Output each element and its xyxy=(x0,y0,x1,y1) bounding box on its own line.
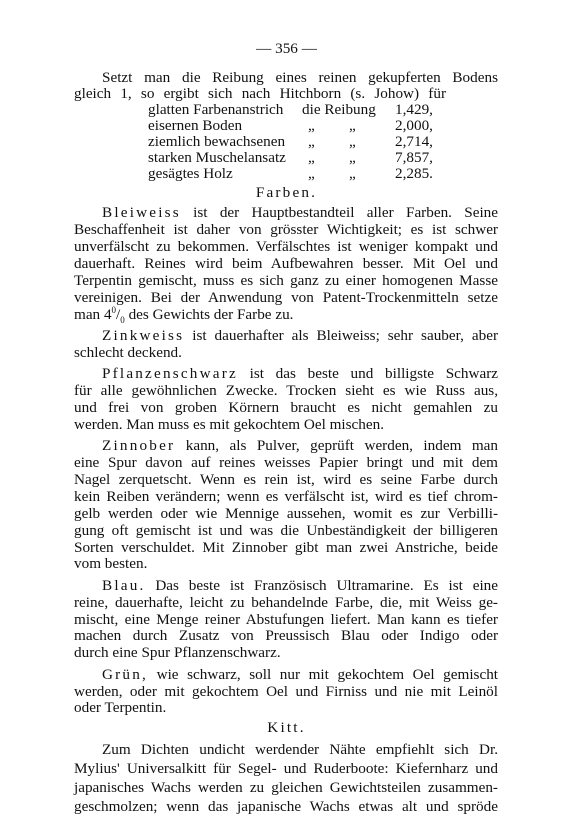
zinkweiss-line-2: schlecht deckend. xyxy=(74,344,182,361)
gruen-line-2: werden, oder mit gekochtem Oel und Firniss und nie mit Leinöl xyxy=(74,682,498,700)
gruen-line-3: oder Terpentin. xyxy=(74,699,167,717)
table-row-label: gesägtes Holz xyxy=(148,165,233,183)
table-row-label: starken Muschelansatz xyxy=(148,149,286,167)
page-number: — 356 — xyxy=(256,40,317,58)
term-blau: Blau. xyxy=(102,576,146,594)
bleiweiss-line-1-text: ist der Hauptbestandteil aller Farben. Seine xyxy=(193,204,499,222)
intro-line-2: gleich 1, so ergibt sich nach Hitchborn (s. Johow) für xyxy=(74,85,446,103)
pflanzenschwarz-line-1-text: ist das beste und billigste Schwarz xyxy=(249,365,498,383)
zinnober-line-3: Nagel zerquetscht. Wenn es rein ist, wird es seine Farbe durch xyxy=(74,471,498,489)
term-bleiweiss: Bleiweiss xyxy=(102,204,181,222)
pflanzenschwarz-line-4: werden. Man muss es mit gekochtem Oel mischen. xyxy=(74,415,385,433)
bleiweiss-line-4: dauerhaft. Reines wird beim Aufbewahren besser. Mit Oel und xyxy=(74,255,498,273)
ditto-mark: „ xyxy=(308,117,315,135)
zinnober-line-6: gung oft gemischt ist und was die Unbeständigkeit der billigeren xyxy=(74,521,498,539)
bleiweiss-line-7 xyxy=(74,305,498,324)
zinnober-line-1-text: kann, als Pulver, geprüft werden, indem man xyxy=(185,437,498,455)
blau-line-2: reine, dauerhafte, leicht zu behandelnde Farbe, die, mit Weiss ge- xyxy=(74,593,498,611)
blau-line-1-text: Das beste ist Französisch Ultramarine. Es ist eine xyxy=(155,576,499,594)
bleiweiss-line-6: vereinigen. Bei der Anwendung von Patent-Trockenmitteln setze xyxy=(74,288,498,306)
ditto-mark: „ xyxy=(349,165,356,183)
zinnober-line-2: eine Spur davon auf reines weisses Papier bringt und mit dem xyxy=(74,454,498,472)
term-pflanzenschwarz: Pflanzenschwarz xyxy=(102,365,238,383)
bleiweiss-line-5: Terpentin gemischt, muss es sich ganz zu einer homogenen Masse xyxy=(74,272,498,290)
bleiweiss-line-2: Beschaffenheit ist daher von grösster Wichtigkeit; es ist schwer xyxy=(74,221,498,239)
bleiweiss-line-7-c: des Gewichts der Farbe zu. xyxy=(124,305,294,323)
kitt-line-4: geschmolzen; wenn das japanische Wachs etwas alt und spröde xyxy=(74,798,498,815)
table-row-label: eisernen Boden xyxy=(148,117,243,135)
percent-sup: 0 xyxy=(111,304,117,315)
kitt-line-1: Zum Dichten undicht werdender Nähte empfiehlt sich Dr. xyxy=(102,741,498,758)
bleiweiss-line-7-a: man 4 xyxy=(74,305,112,323)
pflanzenschwarz-line-2: für alle gewöhnlichen Zwecke. Trocken sieht es wie Russ aus, xyxy=(74,382,498,400)
table-row-value: 2,714, xyxy=(395,133,433,151)
ditto-mark: „ xyxy=(349,133,356,151)
ditto-mark: „ xyxy=(349,149,356,167)
zinnober-line-7: Sorten verschuldet. Mit Zinnober gibt man zwei Anstriche, beide xyxy=(74,538,498,556)
term-zinnober: Zinnober xyxy=(102,437,176,455)
section-heading-kitt: Kitt. xyxy=(267,719,306,736)
term-zinkweiss: Zinkweiss xyxy=(102,327,185,345)
kitt-line-3: japanisches Wachs werden zu gleichen Gewichtsteilen zusammen- xyxy=(74,779,498,796)
ditto-mark: „ xyxy=(349,117,356,135)
term-gruen: Grün, xyxy=(102,665,149,683)
kitt-line-2: Mylius' Universalkitt für Segel- und Ruderboote: Kiefernharz und xyxy=(74,760,498,777)
ditto-mark: „ xyxy=(308,133,315,151)
blau-line-3: mischt, eine Menge reiner Abstufungen liefert. Man kann es tiefer xyxy=(74,610,498,628)
ditto-mark: „ xyxy=(308,165,315,183)
pflanzenschwarz-line-3: und frei von groben Körnern braucht es nicht gemahlen zu xyxy=(74,399,498,417)
bleiweiss-line-3: unverfälscht zu bekommen. Verfälschtes ist weniger kompakt und xyxy=(74,238,498,256)
table-header-value: 1,429, xyxy=(395,101,433,119)
zinnober-line-5: gelb werden oder wie Mennige aussehen, womit es zur Verbilli- xyxy=(74,504,498,522)
table-row-value: 2,000, xyxy=(395,117,433,135)
table-row-value: 7,857, xyxy=(395,149,433,167)
blau-line-5: durch eine Spur Pflanzenschwarz. xyxy=(74,644,281,662)
table-header-col: die Reibung xyxy=(302,101,376,119)
section-heading-farben: Farben. xyxy=(255,184,318,202)
zinnober-line-4: kein Reiben verändern; wenn es verfälscht ist, wird es tief chrom- xyxy=(74,487,498,505)
zinnober-line-8: vom besten. xyxy=(74,555,148,573)
percent-sub: 0 xyxy=(120,314,125,325)
intro-line-1: Setzt man die Reibung eines reinen gekupferten Bodens xyxy=(102,69,498,87)
percent-slash: / xyxy=(116,305,121,323)
blau-line-4: machen durch Zusatz von Preussisch Blau oder Indigo oder xyxy=(74,627,498,645)
table-row-value: 2,285. xyxy=(395,165,433,183)
table-header-label: glatten Farbenanstrich xyxy=(148,101,284,119)
table-row-label: ziemlich bewachsenen xyxy=(148,133,286,151)
ditto-mark: „ xyxy=(308,149,315,167)
gruen-line-1-text: wie schwarz, soll nur mit gekochtem Oel gemischt xyxy=(156,665,499,683)
zinkweiss-line-1-text: ist dauerhafter als Bleiweiss; sehr sauber, aber xyxy=(192,327,498,345)
